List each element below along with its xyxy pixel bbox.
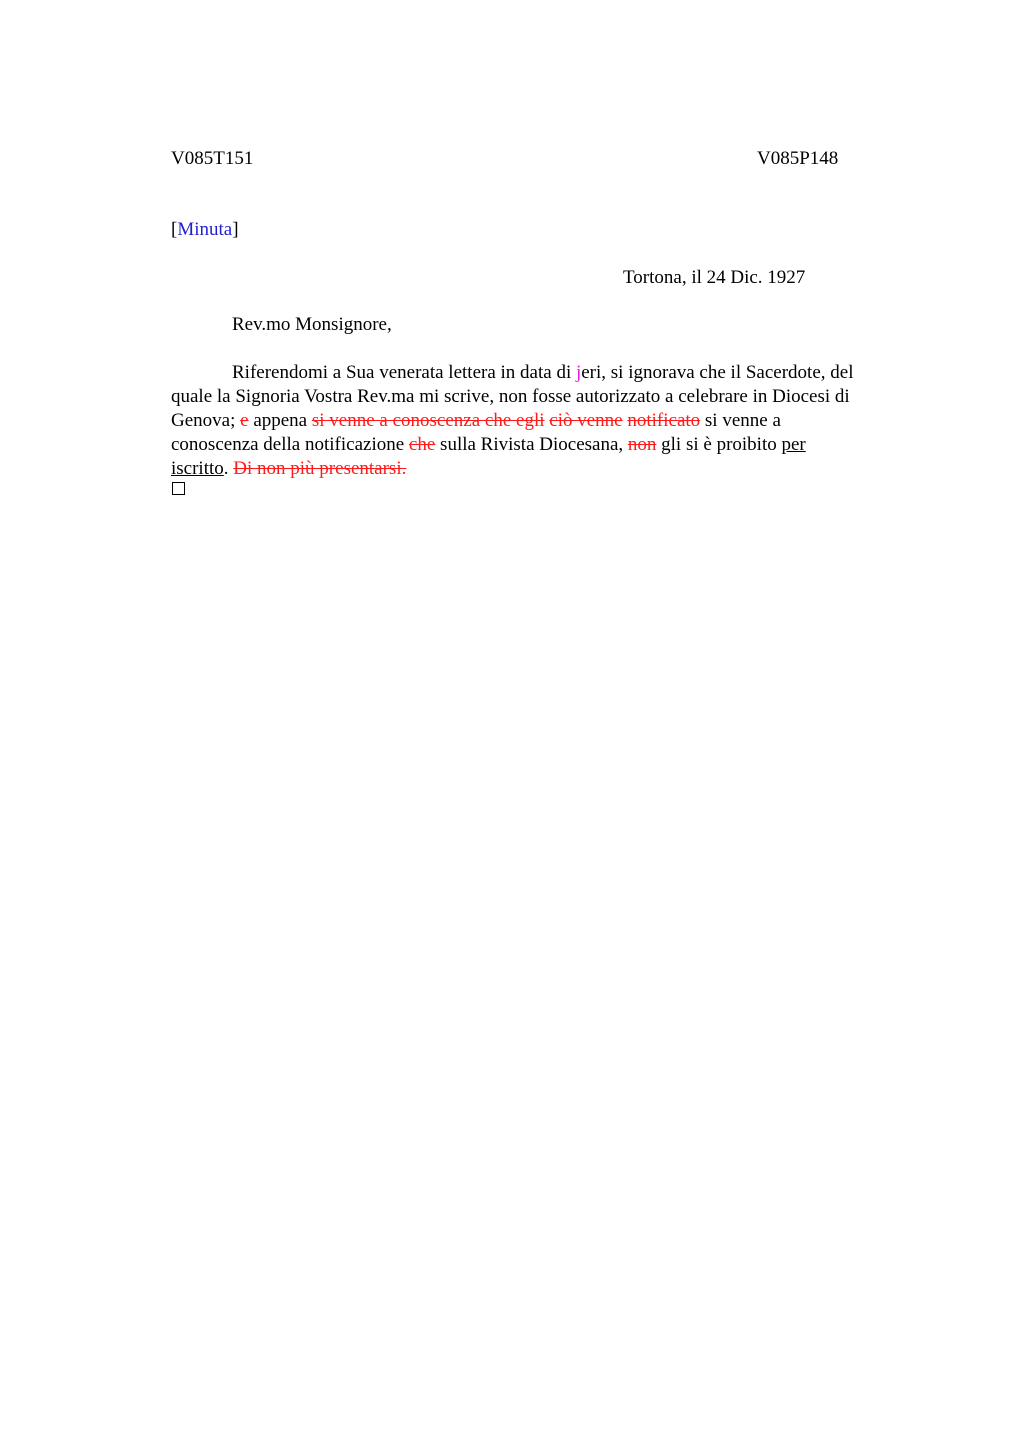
underlined-text: iscritto [171,458,224,479]
minuta-close-bracket: ] [232,219,239,240]
letter-body [171,361,916,481]
header-left-code: V085T151 [171,148,254,169]
deleted-text: si venne a conoscenza che egli [311,410,545,431]
underlined-text: per [781,434,806,455]
deleted-text: e [240,410,249,431]
deleted-text: Di non più presentarsi. [233,458,407,479]
deleted-text: notificato [627,410,701,431]
deleted-text: non [627,434,657,455]
body-text-segment: Genova; [171,410,241,431]
body-line-5 [171,457,916,481]
body-line-2: quale la Signoria Vostra Rev.ma mi scrive, non fosse autorizzato a celebrare in Diocesi di [171,386,850,407]
deleted-text: che [408,434,436,455]
header-right-code: V085P148 [757,148,839,169]
empty-checkbox-icon [172,482,185,495]
body-text-segment: si venne a [700,410,781,431]
minuta-open-bracket: [ [171,219,178,240]
body-line-3 [171,409,916,433]
body-line-4 [171,433,916,457]
body-text-segment: appena [248,410,312,431]
body-text-segment: . [223,458,234,479]
inserted-letter: j [575,362,582,383]
deleted-text: ciò venne [549,410,623,431]
body-line-1 [171,361,916,385]
date-line: Tortona, il 24 Dic. 1927 [623,267,806,288]
body-text-segment: eri, si ignorava che il Sacerdote, del [581,362,854,383]
salutation: Rev.mo Monsignore, [232,314,392,335]
minuta-note [171,218,239,242]
minuta-label: Minuta [177,219,233,240]
body-text-segment: gli si è proibito [656,434,782,455]
body-text-segment: conoscenza della notificazione [171,434,409,455]
body-text-segment: Riferendomi a Sua venerata lettera in data di [232,362,576,383]
body-text-segment: sulla Rivista Diocesana, [435,434,628,455]
